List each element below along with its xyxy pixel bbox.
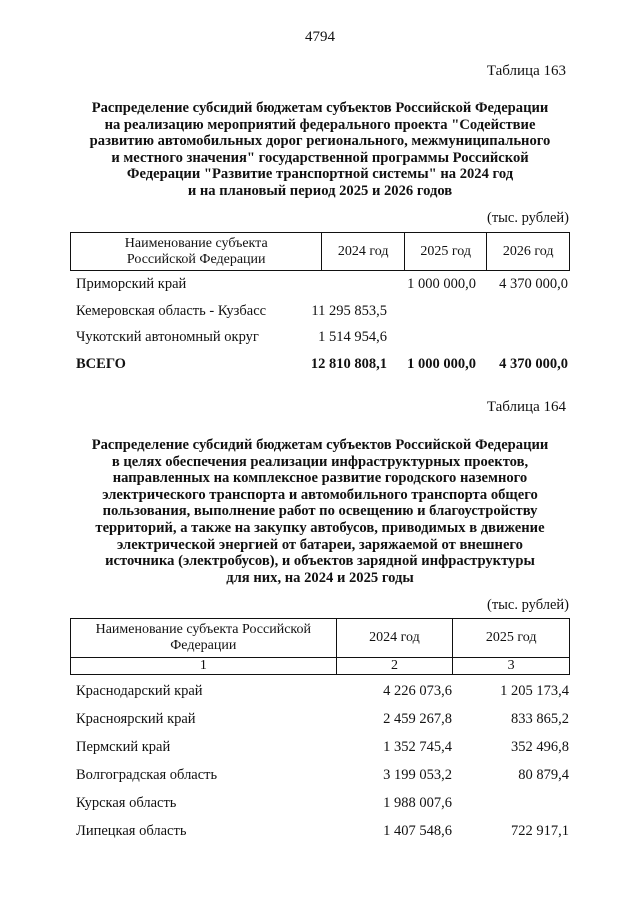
- row-name: Липецкая область: [76, 823, 187, 839]
- total-row: [0, 356, 640, 374]
- row-value-2024: 4 226 073,6: [383, 683, 452, 699]
- table-row: [0, 795, 640, 813]
- table-164-title: [60, 437, 580, 586]
- row-value-2024: 3 199 053,2: [383, 767, 452, 783]
- table-164-units: (тыс. рублей): [487, 597, 569, 613]
- row-value-2024: 2 459 267,8: [383, 711, 452, 727]
- title-line: пользования, выполнение работ по освещению и благоустройству: [102, 503, 538, 520]
- header-2025: 2025 год: [453, 619, 570, 658]
- row-name: Кемеровская область - Кузбасс: [76, 303, 267, 319]
- table-164-label: Таблица 164: [486, 399, 566, 415]
- row-value-2025: 1 205 173,4: [500, 683, 569, 699]
- row-name: Краснодарский край: [76, 683, 203, 699]
- header-2025: 2025 год: [404, 233, 487, 271]
- row-value-2025: 1 000 000,0: [407, 276, 476, 292]
- table-row: [0, 823, 640, 841]
- row-value-2024: 1 988 007,6: [383, 795, 452, 811]
- row-value-2025: 833 865,2: [511, 711, 569, 727]
- total-value-2025: 1 000 000,0: [407, 356, 476, 372]
- column-number-3: 3: [453, 658, 570, 675]
- row-name: Пермский край: [76, 739, 171, 755]
- title-line: и на плановый период 2025 и 2026 годов: [187, 182, 453, 199]
- title-line: электрического транспорта и автомобильного транспорта общего: [102, 486, 538, 503]
- table-row: [0, 683, 640, 701]
- column-number-2: 2: [336, 658, 453, 675]
- table-row: [0, 767, 640, 785]
- table-164-header: [70, 618, 570, 675]
- total-label: ВСЕГО: [76, 356, 126, 372]
- total-value-2026: 4 370 000,0: [499, 356, 568, 372]
- row-value-2024: 1 514 954,6: [318, 329, 387, 345]
- row-value-2025: 352 496,8: [511, 739, 569, 755]
- title-line: и местного значения" государственной программы Российской: [111, 149, 529, 166]
- table-row: [0, 739, 640, 757]
- row-name: Чукотский автономный округ: [76, 329, 259, 345]
- title-line: на реализацию мероприятий федерального проекта "Содействие: [104, 116, 536, 133]
- header-subject: Наименование субъекта Российской Федерации: [71, 619, 337, 658]
- title-line: Распределение субсидий бюджетам субъектов Российской Федерации: [91, 437, 549, 453]
- table-row: [0, 329, 640, 347]
- title-line: Распределение субсидий бюджетам субъектов Российской Федерации: [91, 100, 549, 116]
- header-subject: Наименование субъекта Российской Федерации: [71, 233, 322, 271]
- table-row: [0, 711, 640, 729]
- row-value-2025: 80 879,4: [518, 767, 569, 783]
- row-value-2024: 1 352 745,4: [383, 739, 452, 755]
- title-line: направленных на комплексное развитие городского наземного: [112, 470, 528, 487]
- table-163-units: (тыс. рублей): [487, 210, 569, 226]
- row-name: Курская область: [76, 795, 177, 811]
- table-row: [0, 276, 640, 294]
- row-name: Волгоградская область: [76, 767, 218, 783]
- title-line: территорий, а также на закупку автобусов, приводимых в движение: [95, 519, 545, 536]
- header-2026: 2026 год: [487, 233, 570, 271]
- title-line: в целях обеспечения реализации инфраструктурных проектов,: [111, 453, 529, 470]
- table-row: [0, 303, 640, 321]
- title-line: источника (электробусов), и объектов зарядной инфраструктуры: [105, 553, 535, 570]
- row-value-2024: 1 407 548,6: [383, 823, 452, 839]
- table-163-header: [70, 232, 570, 271]
- header-2024: 2024 год: [322, 233, 405, 271]
- row-value-2025: 722 917,1: [511, 823, 569, 839]
- title-line: развитию автомобильных дорог регионального, межмуниципального: [89, 133, 551, 150]
- table-163-label: Таблица 163: [486, 63, 566, 79]
- row-name: Приморский край: [76, 276, 187, 292]
- table-163-title: [60, 100, 580, 200]
- row-name: Красноярский край: [76, 711, 196, 727]
- row-value-2024: 11 295 853,5: [311, 303, 387, 319]
- title-line: Федерации "Развитие транспортной системы" на 2024 год: [126, 166, 514, 183]
- page-number: 4794: [305, 29, 335, 45]
- column-number-1: 1: [71, 658, 337, 675]
- title-line: для них, на 2024 и 2025 годы: [226, 569, 414, 586]
- row-value-2026: 4 370 000,0: [499, 276, 568, 292]
- title-line: электрической энергией от батареи, заряжаемой от внешнего: [117, 536, 523, 553]
- header-2024: 2024 год: [336, 619, 453, 658]
- total-value-2024: 12 810 808,1: [310, 356, 387, 372]
